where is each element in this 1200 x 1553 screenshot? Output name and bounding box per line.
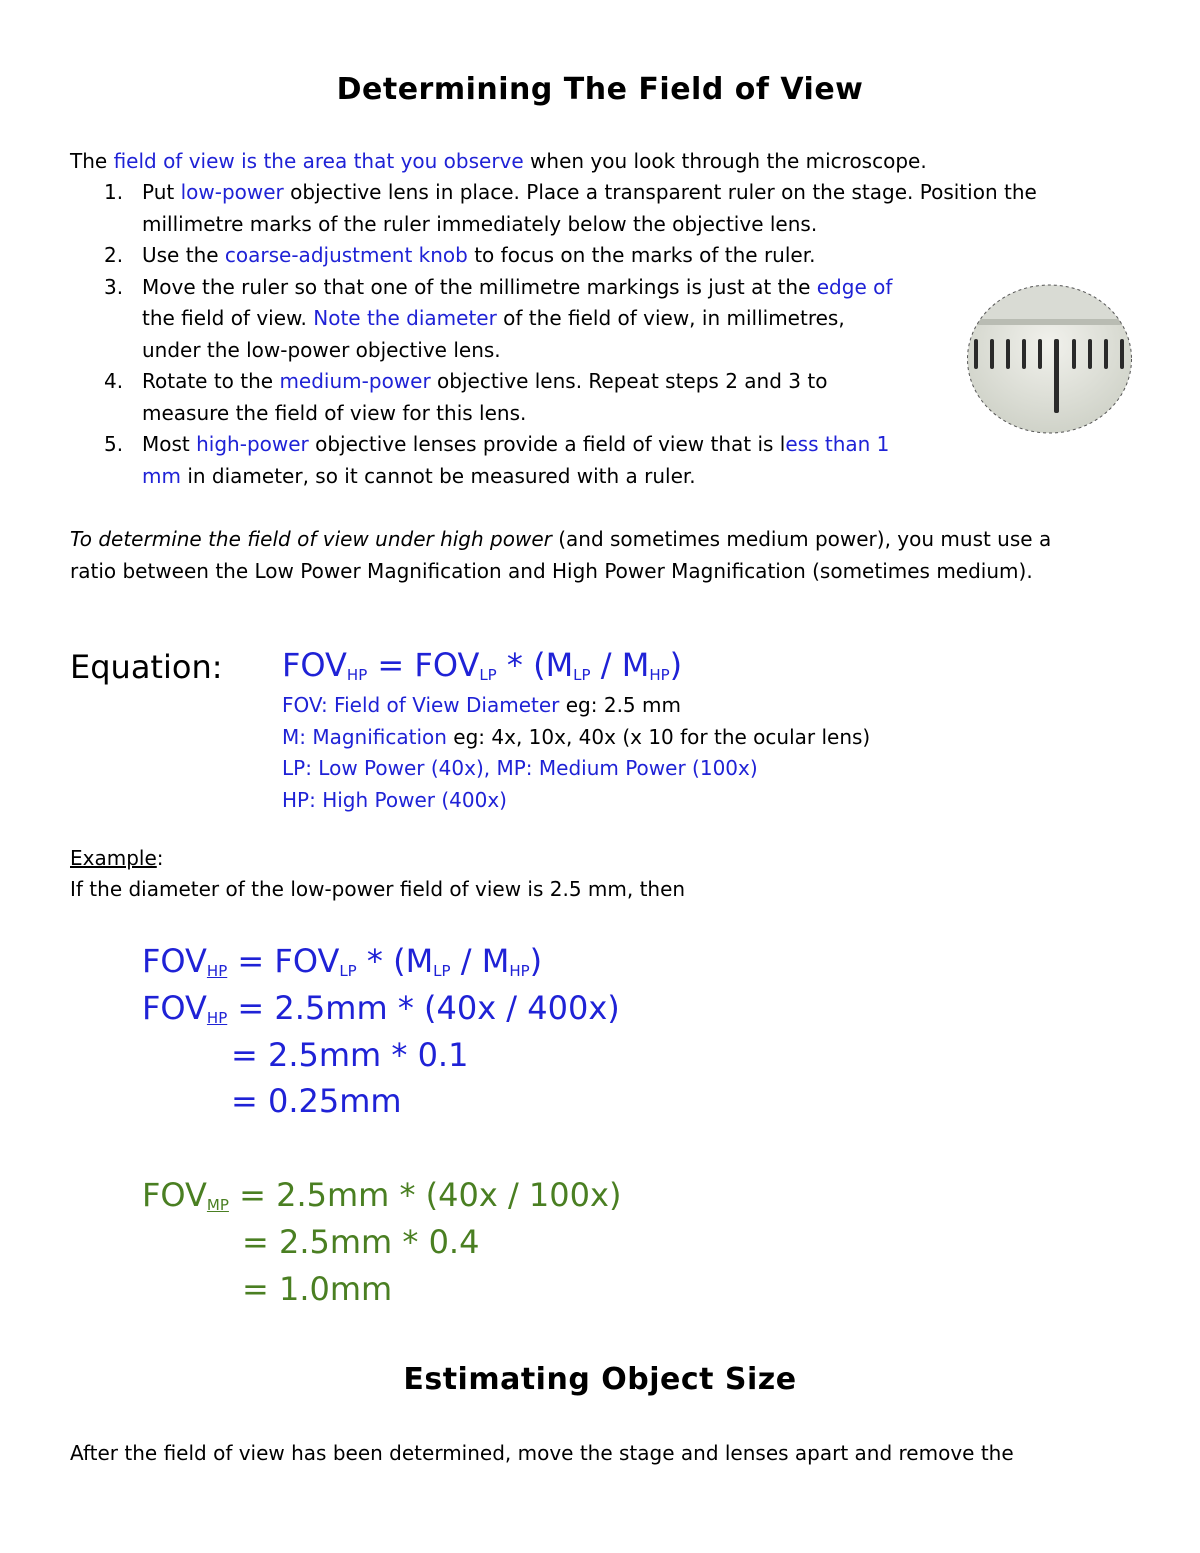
calc-mp-line-2: = 2.5mm * 0.4 <box>242 1223 480 1261</box>
list-item: 2. Use the coarse-adjustment knob to focus on the marks of the ruler. <box>104 243 816 267</box>
example-label: Example: <box>70 846 164 870</box>
list-item: 4. Rotate to the medium-power objective lens. Repeat steps 2 and 3 to measure the field of view for this lens. <box>104 369 828 425</box>
example-sentence: If the diameter of the low-power field of view is 2.5 mm, then <box>70 877 686 901</box>
definition-item: LP: Low Power (40x), MP: Medium Power (100x) <box>282 756 758 780</box>
definition-item: HP: High Power (400x) <box>282 787 507 812</box>
calc-hp-line-2: $FOV_{HP} = 2.5mm * (40x / 400x)$ <box>142 989 620 1027</box>
list-item: 5. Most high-power objective lenses provide a field of view that is less than 1 mm in diameter, so it cannot be measured with a ruler. <box>104 432 890 488</box>
calc-hp-line-1: $FOV_{HP} = FOV_{LP} * (M_{LP} / M_{HP})$ <box>142 942 543 980</box>
calc-hp-line-3: = 2.5mm * 0.1 <box>231 1036 469 1074</box>
section-title-estimating: Estimating Object Size <box>403 1362 797 1397</box>
steps-list <box>70 177 1037 492</box>
page-title: Determining The Field of View <box>336 72 864 107</box>
microscope-ruler-image <box>966 283 1133 435</box>
definition-item: M: Magnification eg: 4x, 10x, 40x (x 10 for the ocular lens) <box>282 724 871 749</box>
calc-hp-line-4: = 0.25mm <box>231 1082 402 1120</box>
definitions-list <box>282 690 870 816</box>
definition-item: FOV: Field of View Diameter eg: 2.5 mm <box>282 693 681 717</box>
calc-mp-line-3: = 1.0mm <box>242 1270 393 1308</box>
calc-mp-line-1: $FOV_{MP} = 2.5mm * (40x / 100x)$ <box>142 1176 622 1214</box>
list-item: 1. Put low-power objective lens in place. Place a transparent ruler on the stage. Position the millimetre marks of the ruler immediately below the objective lens. <box>104 180 1037 236</box>
equation-formula: $FOV_{HP} = FOV_{LP} * (M_{LP} / M_{HP})$ <box>282 646 683 684</box>
intro-paragraph: The field of view is the area that you observe when you look through the microscope. <box>70 149 927 173</box>
highlight-field-of-view: field of view is the area that you observe <box>113 149 524 173</box>
list-item: 3. Move the ruler so that one of the millimetre markings is just at the edge of the field of view. Note the diameter of the field of view, in millimetres, under the low-power objective lens. <box>104 274 893 362</box>
ratio-paragraph: To determine the field of view under high power (and sometimes medium power), you must use a ratio between the Low Power Magnification and High Power Magnification (sometimes medium). <box>70 527 1052 583</box>
after-paragraph: After the field of view has been determined, move the stage and lenses apart and remove the <box>70 1441 1014 1465</box>
equation-label: Equation: <box>70 648 223 686</box>
